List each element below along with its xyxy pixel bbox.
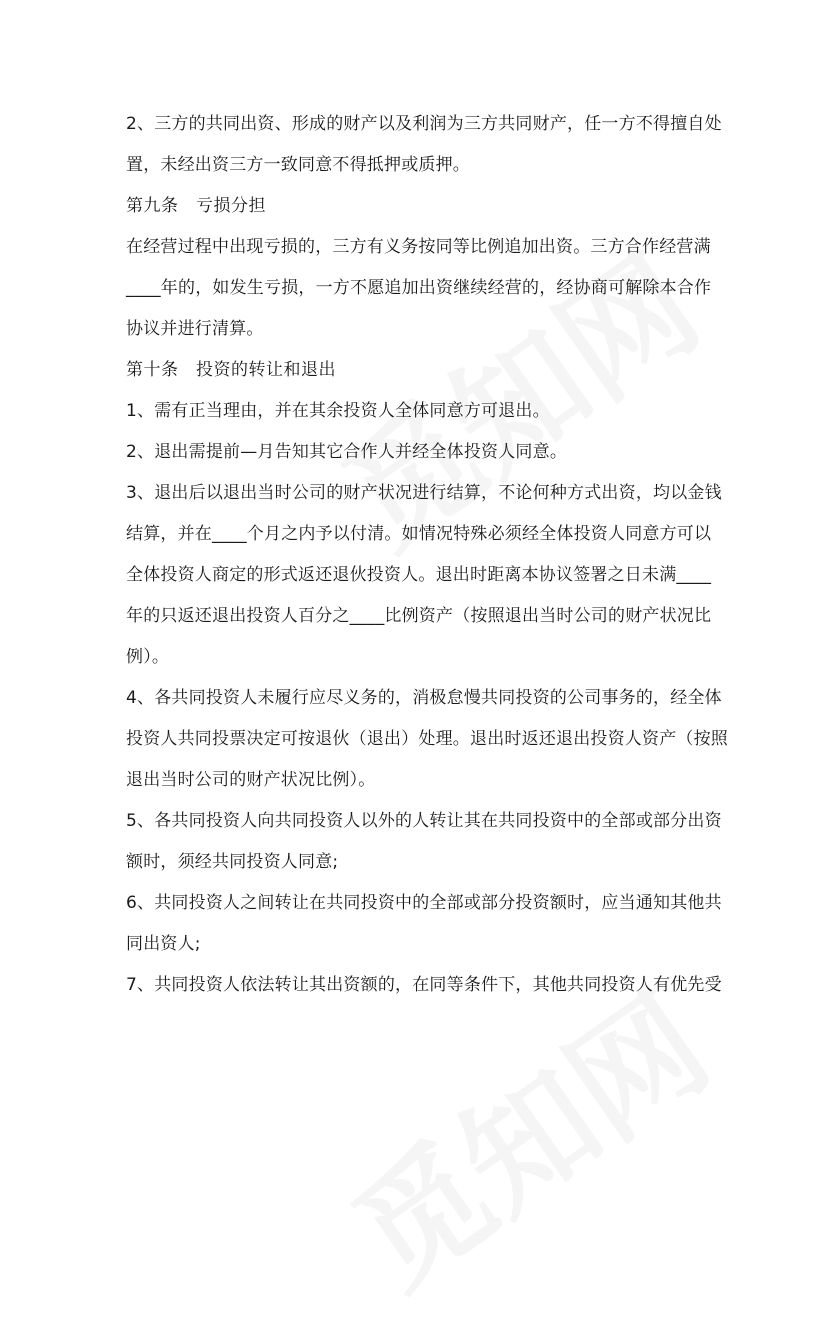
- text-line: 7、共同投资人依法转让其出资额的，在同等条件下，其他共同投资人有优先受: [126, 975, 722, 995]
- document-body: [126, 104, 728, 1006]
- text-line: 在经营过程中出现亏损的，三方有义务按同等比例追加出资。三方合作经营满: [126, 237, 711, 257]
- text-line: 额时，须经共同投资人同意;: [126, 852, 339, 872]
- text-line: 5、各共同投资人向共同投资人以外的人转让其在共同投资中的全部或部分出资: [126, 811, 722, 831]
- text-line: 年的只返还退出投资人百分之____比例资产（按照退出当时公司的财产状况比: [126, 606, 712, 626]
- section-heading: 第十条 投资的转让和退出: [126, 360, 336, 380]
- text-line: 置，未经出资三方一致同意不得抵押或质押。: [126, 155, 470, 175]
- text-line: 全体投资人商定的形式返还退伙投资人。退出时距离本协议签署之日未满____: [126, 565, 712, 585]
- text-line: ____年的，如发生亏损，一方不愿追加出资继续经营的，经协商可解除本合作: [126, 278, 712, 298]
- text-line: 退出当时公司的财产状况比例）。: [126, 770, 376, 790]
- text-line: 2、三方的共同出资、形成的财产以及利润为三方共同财产，任一方不得擅自处: [126, 114, 722, 134]
- section-heading: 第九条 亏损分担: [126, 196, 266, 216]
- text-line: 同出资人;: [126, 934, 201, 954]
- text-line: 2、退出需提前—月告知其它合作人并经全体投资人同意。: [126, 442, 568, 462]
- text-line: 4、各共同投资人未履行应尽义务的，消极怠慢共同投资的公司事务的，经全体: [126, 688, 722, 708]
- text-line: 投资人共同投票决定可按退伙（退出）处理。退出时返还退出投资人资产（按照: [126, 729, 728, 749]
- text-line: 1、需有正当理由，并在其余投资人全体同意方可退出。: [126, 401, 550, 421]
- text-line: 3、退出后以退出当时公司的财产状况进行结算，不论何种方式出资，均以金钱: [126, 483, 722, 503]
- text-line: 协议并进行清算。: [126, 319, 264, 339]
- text-line: 6、共同投资人之间转让在共同投资中的全部或部分投资额时，应当通知其他共: [126, 893, 722, 913]
- text-line: 例）。: [126, 647, 170, 667]
- text-line: 结算，并在____个月之内予以付清。如情况特殊必须经全体投资人同意方可以: [126, 524, 712, 544]
